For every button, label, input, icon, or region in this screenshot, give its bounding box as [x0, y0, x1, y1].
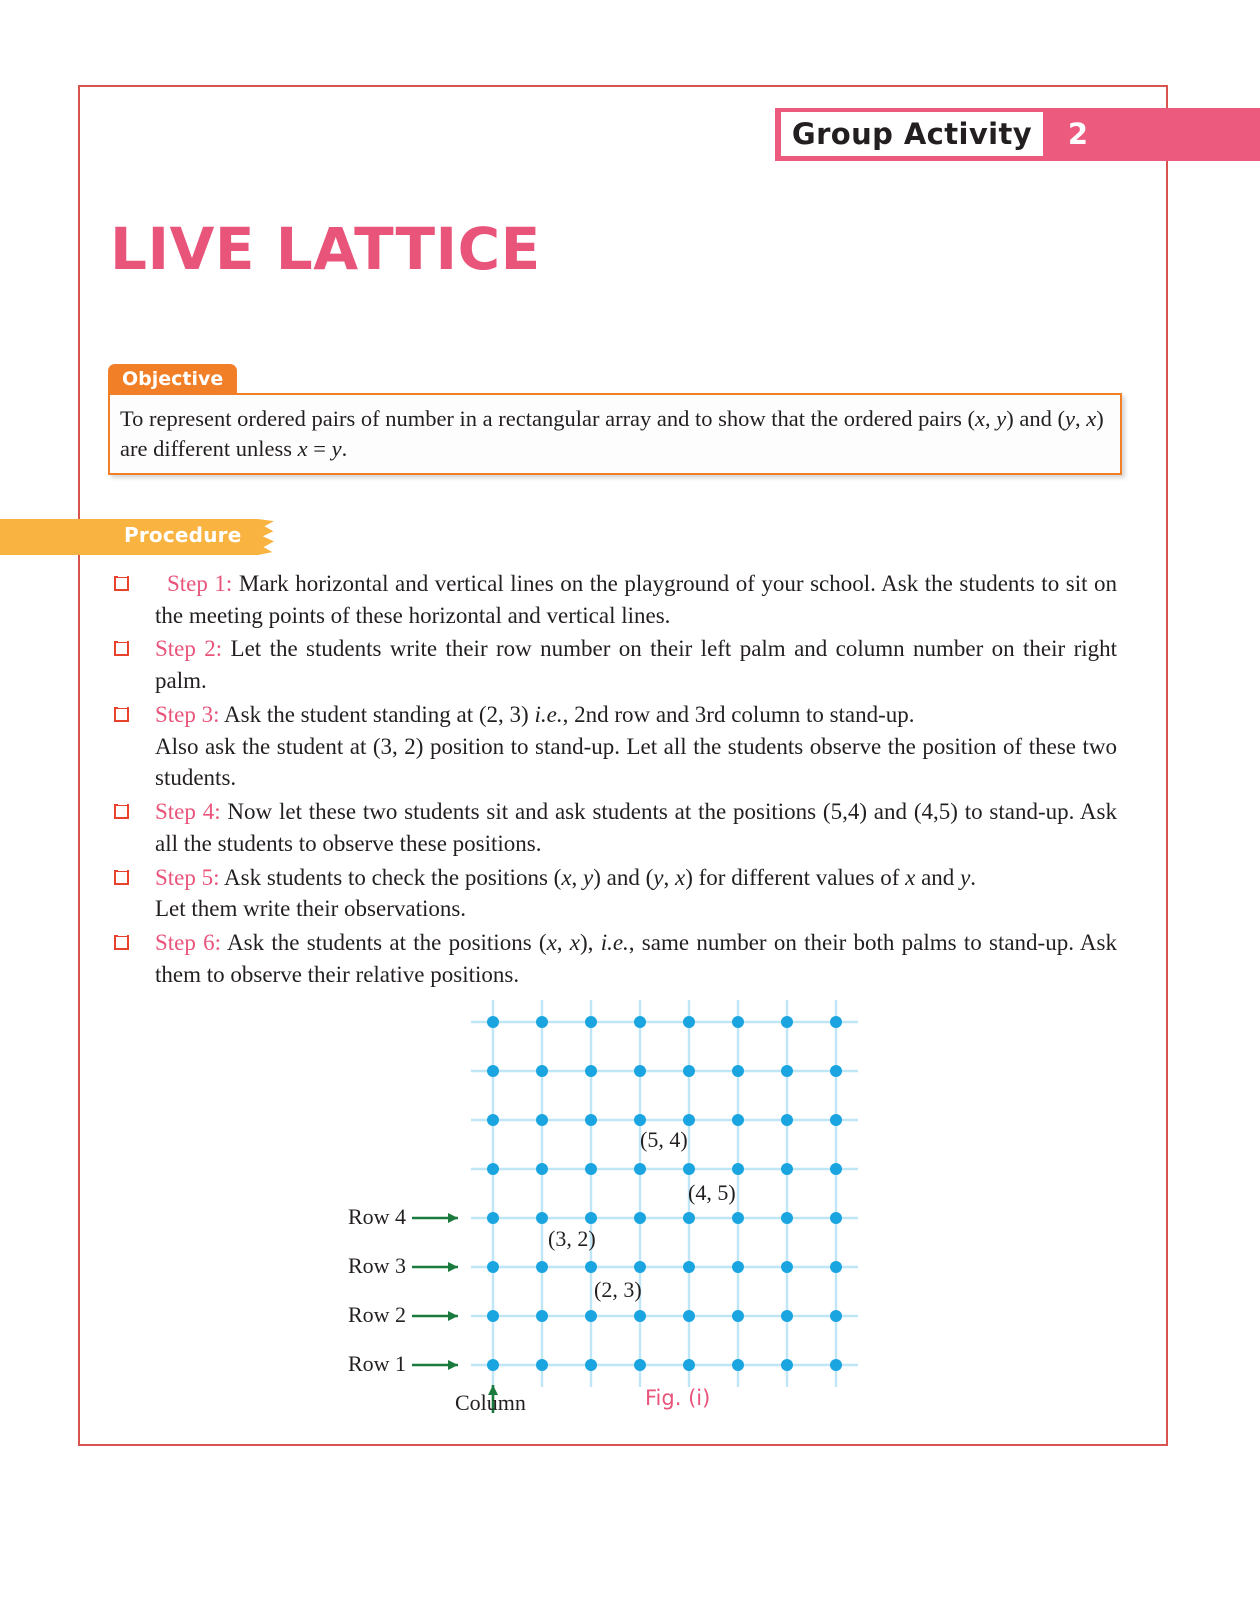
lattice-point	[585, 1212, 597, 1224]
objective-mid2: ) are different unless	[120, 406, 1104, 461]
lattice-point	[585, 1163, 597, 1175]
row-label: Row 1	[347, 1351, 406, 1376]
lattice-point	[732, 1310, 744, 1322]
step-sep1: ,	[571, 864, 584, 890]
lattice-point	[585, 1065, 597, 1077]
objective-tab: Objective	[108, 364, 237, 394]
lattice-point	[732, 1114, 744, 1126]
lattice-point	[634, 1261, 646, 1273]
lattice-point	[487, 1261, 499, 1273]
lattice-point	[781, 1310, 793, 1322]
coordinate-label: (2, 3)	[594, 1277, 642, 1302]
step-text-b: Let them write their observations.	[155, 896, 467, 922]
activity-number: 2	[1067, 117, 1089, 151]
lattice-point	[487, 1065, 499, 1077]
objective-var-x1: x	[974, 406, 985, 431]
step-sep2: ),	[580, 930, 601, 956]
page-title: LIVE LATTICE	[110, 215, 541, 283]
checkbox-icon	[114, 935, 129, 950]
step-item	[107, 633, 1117, 696]
lattice-point	[781, 1212, 793, 1224]
step-sep1: ,	[556, 930, 570, 956]
lattice-point	[634, 1310, 646, 1322]
step-var-y3: y	[960, 864, 971, 890]
grid-dots	[487, 1016, 842, 1371]
coordinate-label: (3, 2)	[548, 1226, 596, 1251]
step-text-italic: i.e.	[600, 930, 629, 956]
lattice-point	[830, 1016, 842, 1028]
lattice-point	[781, 1114, 793, 1126]
step-text: Now let these two students sit and ask students at the positions (5,4) and (4,5) to stand-up. Ask all the students to observe these positions.	[155, 799, 1117, 856]
lattice-point	[585, 1261, 597, 1273]
lattice-point	[585, 1016, 597, 1028]
lattice-point	[830, 1163, 842, 1175]
step-sep6: .	[970, 864, 977, 890]
lattice-point	[781, 1065, 793, 1077]
lattice-point	[536, 1310, 548, 1322]
step-sep2: ) and (	[593, 864, 654, 890]
objective-mid1: ) and (	[1006, 406, 1065, 431]
lattice-point	[781, 1261, 793, 1273]
objective-var-y1: y	[996, 406, 1007, 431]
step-sep4: ) for different values of	[685, 864, 906, 890]
lattice-point	[585, 1359, 597, 1371]
row-arrows	[412, 1213, 458, 1370]
step-label: Step 4:	[155, 799, 221, 825]
step-var-y2: y	[653, 864, 664, 890]
lattice-svg	[340, 990, 900, 1450]
step-text: Let the students write their row number on their left palm and column number on their right palm.	[155, 636, 1118, 694]
lattice-point	[487, 1016, 499, 1028]
lattice-point	[830, 1310, 842, 1322]
step-item	[107, 568, 1117, 631]
figure-caption: Fig. (i)	[645, 1386, 711, 1410]
lattice-point	[536, 1163, 548, 1175]
procedure-steps	[107, 568, 1117, 993]
lattice-point	[536, 1065, 548, 1077]
step-item	[107, 796, 1117, 859]
checkbox-icon	[114, 707, 129, 722]
objective-comma1: ,	[984, 406, 997, 431]
lattice-point	[781, 1016, 793, 1028]
step-sep3: ,	[663, 864, 675, 890]
lattice-point	[683, 1163, 695, 1175]
step-var-x2: x	[569, 930, 581, 956]
lattice-point	[732, 1016, 744, 1028]
step-var-y1: y	[583, 864, 594, 890]
column-axis-label: Column	[455, 1390, 526, 1415]
step-text-c: Also ask the student at (3, 2) position to stand-up. Let all the students observe the position of these two students.	[155, 733, 1117, 791]
objective-period: .	[341, 435, 348, 461]
lattice-point	[536, 1261, 548, 1273]
lattice-point	[830, 1261, 842, 1273]
lattice-point	[683, 1016, 695, 1028]
step-text-b: , 2nd row and 3rd column to stand-up.	[562, 701, 915, 727]
objective-text-prefix: To represent ordered pairs of number in a rectangular array and to show that the ordered pairs (	[120, 406, 975, 431]
lattice-point	[830, 1359, 842, 1371]
lattice-point	[781, 1163, 793, 1175]
lattice-point	[634, 1359, 646, 1371]
lattice-point	[683, 1359, 695, 1371]
lattice-point	[683, 1261, 695, 1273]
lattice-point	[536, 1359, 548, 1371]
step-label: Step 2:	[155, 636, 223, 662]
lattice-point	[634, 1114, 646, 1126]
checkbox-icon	[114, 870, 129, 885]
step-text-a: Ask students to check the positions (	[219, 864, 562, 890]
lattice-point	[634, 1212, 646, 1224]
lattice-point	[830, 1065, 842, 1077]
objective-eq: =	[307, 435, 332, 461]
objective-text	[120, 404, 1110, 463]
lattice-point	[683, 1212, 695, 1224]
step-sep3: , same number on their both palms to stand-up. Ask them to observe their relative positions.	[155, 930, 1117, 987]
lattice-point	[732, 1261, 744, 1273]
checkbox-icon	[114, 804, 129, 819]
lattice-point	[830, 1114, 842, 1126]
row-label: Row 2	[347, 1302, 406, 1327]
lattice-point	[487, 1114, 499, 1126]
lattice-point	[683, 1065, 695, 1077]
step-item	[107, 927, 1117, 990]
objective-comma2: ,	[1074, 406, 1087, 431]
step-var-x3: x	[905, 864, 916, 890]
step-var-x2: x	[675, 864, 686, 890]
lattice-point	[732, 1359, 744, 1371]
lattice-point	[781, 1359, 793, 1371]
lattice-point	[487, 1359, 499, 1371]
step-item	[107, 862, 1117, 925]
checkbox-icon	[114, 641, 129, 656]
step-var-x1: x	[546, 930, 557, 956]
objective-var-x2: x	[1086, 406, 1097, 431]
checkbox-icon	[114, 576, 129, 591]
lattice-figure	[340, 990, 900, 1450]
lattice-point	[634, 1163, 646, 1175]
step-text: Mark horizontal and vertical lines on the playground of your school. Ask the students to sit on the meeting points of these horizontal and vertical lines.	[155, 571, 1118, 628]
step-item	[107, 699, 1117, 794]
lattice-point	[487, 1163, 499, 1175]
lattice-point	[732, 1065, 744, 1077]
lattice-point	[683, 1114, 695, 1126]
lattice-point	[487, 1310, 499, 1322]
row-label: Row 4	[347, 1204, 406, 1229]
lattice-point	[732, 1163, 744, 1175]
lattice-point	[536, 1016, 548, 1028]
lattice-point	[487, 1212, 499, 1224]
lattice-point	[634, 1016, 646, 1028]
step-var-x1: x	[561, 864, 572, 890]
step-text-a: Ask the student standing at (2, 3)	[219, 701, 535, 727]
lattice-point	[585, 1114, 597, 1126]
grid-lines	[471, 1000, 858, 1387]
objective-var-x3: x	[297, 435, 308, 461]
step-text-italic: i.e.	[534, 701, 563, 727]
objective-var-y2: y	[1064, 406, 1075, 431]
procedure-label: Procedure	[124, 523, 242, 547]
step-text-a: Ask the students at the positions (	[221, 930, 547, 956]
lattice-point	[536, 1114, 548, 1126]
lattice-point	[585, 1310, 597, 1322]
row-label: Row 3	[347, 1253, 406, 1278]
step-label: Step 3:	[155, 701, 220, 727]
coordinate-label: (5, 4)	[640, 1127, 688, 1152]
step-sep5: and	[915, 864, 961, 890]
lattice-point	[732, 1212, 744, 1224]
lattice-point	[683, 1310, 695, 1322]
lattice-point	[536, 1212, 548, 1224]
lattice-point	[830, 1212, 842, 1224]
step-label: Step 6:	[155, 930, 222, 956]
objective-var-y3: y	[331, 435, 342, 461]
activity-label: Group Activity	[781, 112, 1043, 156]
coordinate-label: (4, 5)	[688, 1180, 736, 1205]
step-label: Step 1:	[167, 571, 233, 596]
lattice-point	[634, 1065, 646, 1077]
step-label: Step 5:	[155, 864, 220, 890]
